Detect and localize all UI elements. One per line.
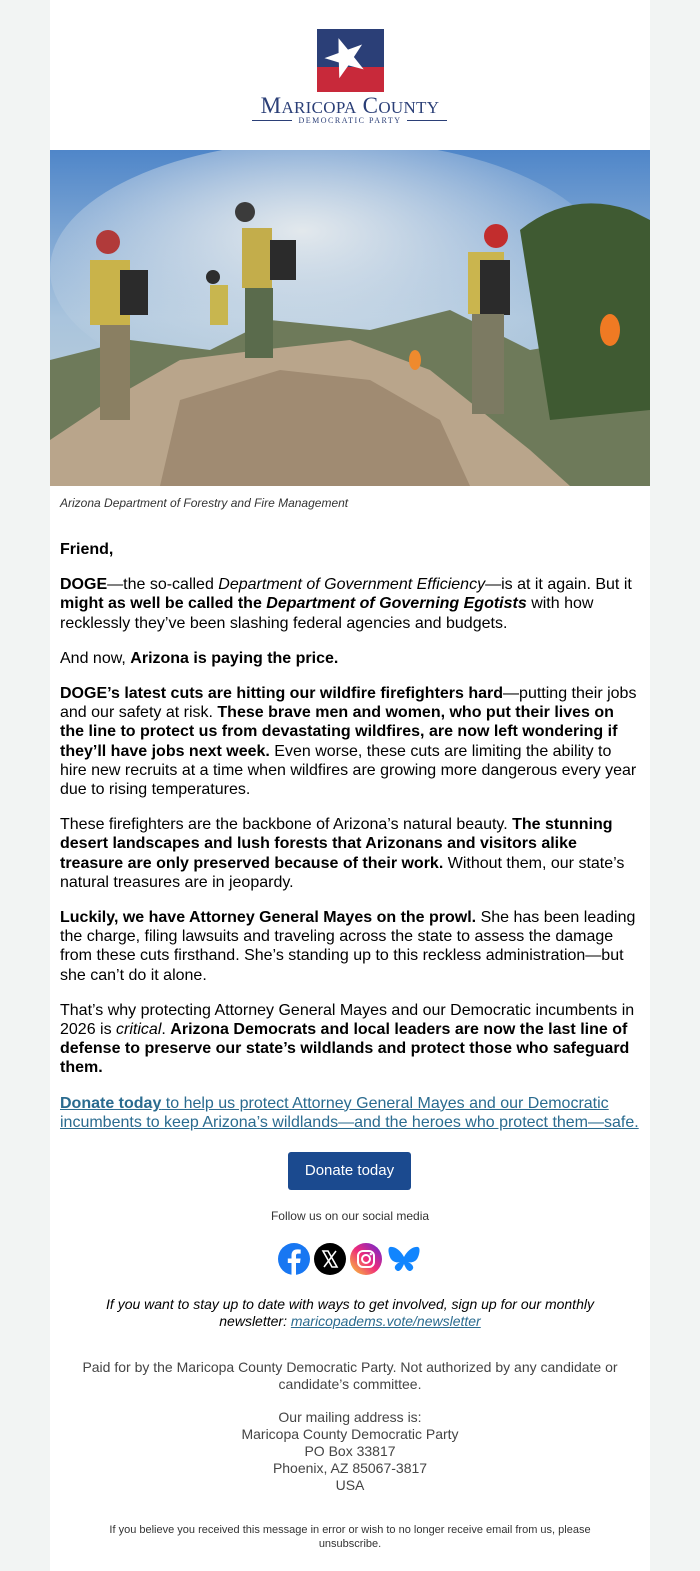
bluesky-icon[interactable]: [387, 1242, 421, 1276]
paragraph-incumbents: That’s why protecting Attorney General Mayes and our Democratic incumbents in 2026 is critical. Arizona Democrats and local leaders are now the last line of defense to preserve our state’s wildlands and protect those who safeguard them.: [60, 1001, 635, 1077]
paragraph-firefighters: DOGE’s latest cuts are hitting our wildfire firefighters hard—putting their jobs and our safety at risk. These brave men and women, who put their lives on the line to protect us from devastating wildfires, are now left wondering if they’ll have jobs next week. Even worse, these cuts are limiting the ability to hire new recruits at a time when wildfires are growing more dangerous every year due to rising temperatures.: [60, 685, 637, 799]
donate-button[interactable]: Donate today: [288, 1152, 411, 1190]
star-flag-logo-icon: [317, 29, 384, 92]
paragraph-backbone: These firefighters are the backbone of Arizona’s natural beauty. The stunning desert landscapes and lush forests that Arizonans and visitors alike treasure are only preserved because of their work. Without them, our state’s natural treasures are in jeopardy.: [60, 816, 625, 891]
paragraph-donate-link: [60, 1094, 640, 1132]
instagram-icon[interactable]: [349, 1242, 383, 1276]
address-heading: Our mailing address is:: [278, 1409, 422, 1425]
address-line: USA: [335, 1477, 365, 1493]
social-icons-row: [277, 1242, 423, 1276]
firefighters-hero-image: [50, 150, 650, 486]
mailing-address: [50, 1409, 650, 1494]
donate-today-link[interactable]: Donate today to help us protect Attorney General Mayes and our Democratic incumbents to keep Arizona’s wildlands—and the heroes who protect them—safe.: [60, 1094, 639, 1131]
newsletter-signup: If you want to stay up to date with ways to get involved, sign up for our monthly newsletter: maricopadems.vote/newsletter: [106, 1296, 594, 1329]
address-line: Phoenix, AZ 85067-3817: [272, 1460, 428, 1476]
social-follow-label: Follow us on our social media: [270, 1209, 430, 1223]
x-icon[interactable]: [313, 1242, 347, 1276]
paid-for-disclaimer: Paid for by the Maricopa County Democratic Party. Not authorized by any candidate or candidate’s committee.: [82, 1359, 618, 1392]
org-name: MARICOPA COUNTY: [260, 93, 440, 118]
greeting: Friend,: [60, 541, 114, 558]
paragraph-mayes: Luckily, we have Attorney General Mayes on the prowl. She has been leading the charge, filing lawsuits and traveling across the state to assess the damage from these cuts firsthand. She’s standing up to this reckless administration—but she can’t do it alone.: [60, 909, 636, 984]
paragraph-doge: DOGE—the so-called Department of Government Efficiency—is at it again. But it might as well be called the Department of Governing Egotists with how recklessly they’ve been slashing federal agencies and budgets.: [60, 576, 632, 632]
unsubscribe-notice[interactable]: If you believe you received this message in error or wish to no longer receive email from us, please unsubscribe.: [109, 1524, 591, 1550]
address-line: PO Box 33817: [304, 1443, 396, 1459]
email-container: [50, 0, 650, 1571]
address-line: Maricopa County Democratic Party: [241, 1426, 459, 1442]
facebook-icon[interactable]: [277, 1242, 311, 1276]
header-logo[interactable]: [50, 0, 650, 150]
org-subtitle: DEMOCRATIC PARTY: [298, 116, 402, 125]
paragraph-arizona-price: And now, Arizona is paying the price.: [60, 649, 339, 667]
subtitle-rule-right: [407, 120, 447, 121]
email-body: [60, 540, 640, 1148]
hero-caption: Arizona Department of Forestry and Fire Management: [60, 496, 349, 510]
newsletter-link[interactable]: maricopadems.vote/newsletter: [290, 1313, 481, 1329]
